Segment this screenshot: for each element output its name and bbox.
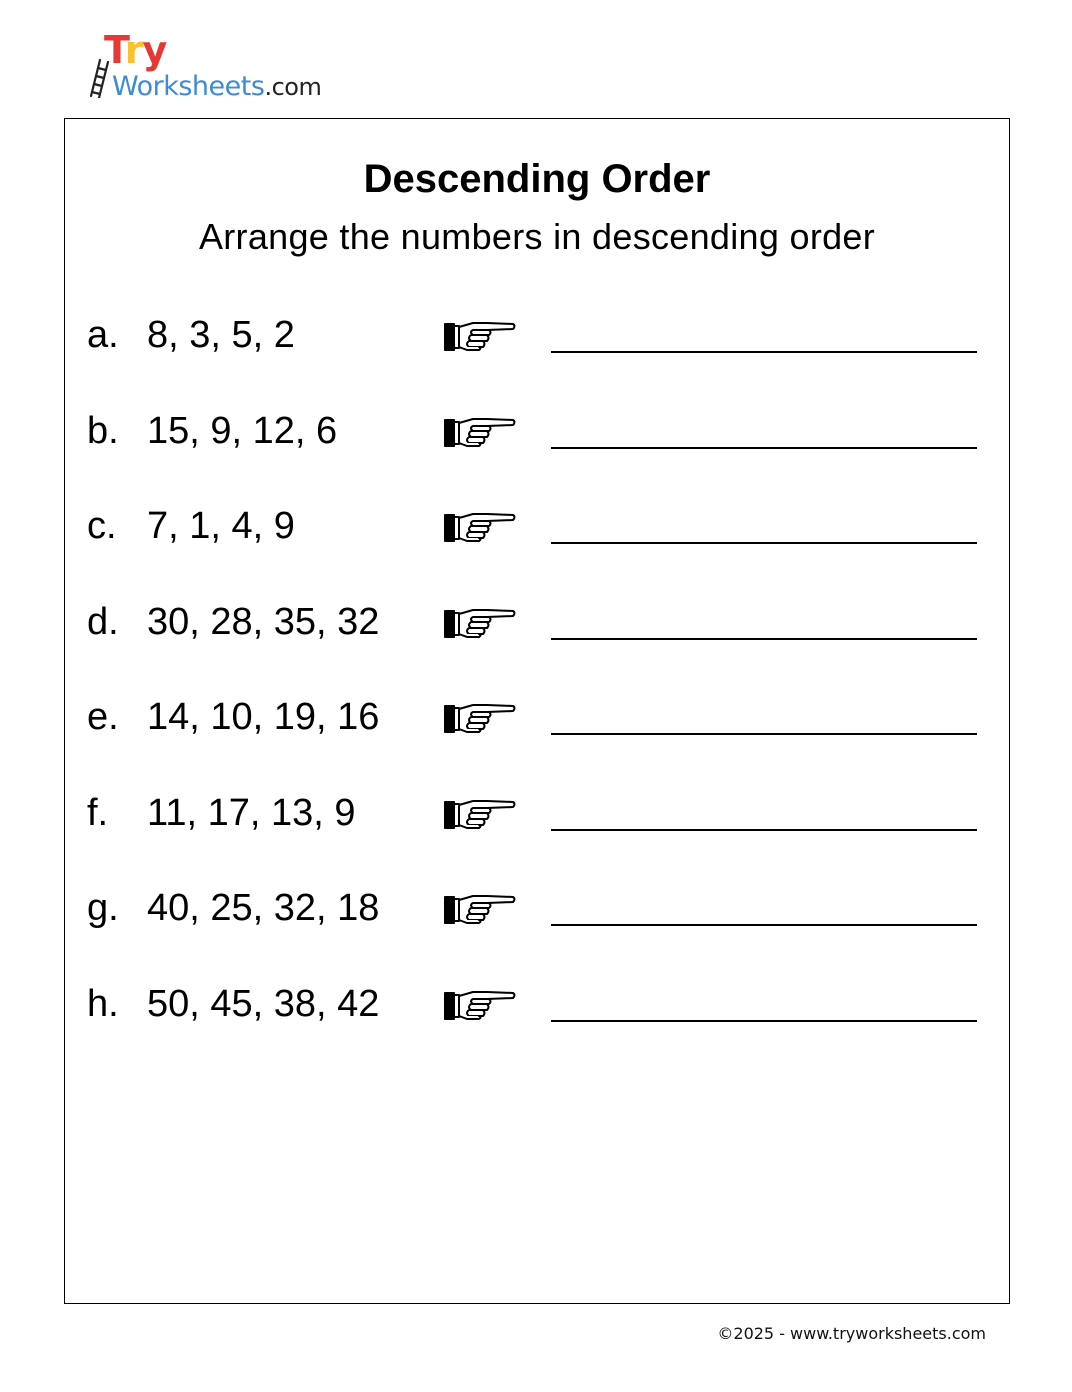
problem-row <box>65 305 1009 365</box>
problem-row <box>65 401 1009 461</box>
footer-copyright: ©2025 - www.tryworksheets.com <box>717 1324 986 1343</box>
logo-worksheets-text: Worksheets.com <box>112 71 322 102</box>
answer-line[interactable] <box>551 733 977 735</box>
problem-numbers: 40, 25, 32, 18 <box>147 887 380 929</box>
pointing-hand-icon <box>443 414 517 450</box>
pointing-hand-icon <box>443 700 517 736</box>
problem-letter: d. <box>87 600 119 643</box>
problem-numbers: 15, 9, 12, 6 <box>147 409 338 452</box>
problem-row <box>65 592 1009 652</box>
problem-letter: h. <box>87 982 119 1025</box>
problem-numbers: 14, 10, 19, 16 <box>147 696 380 738</box>
problem-numbers: 11, 17, 13, 9 <box>147 791 356 834</box>
answer-line[interactable] <box>551 638 977 640</box>
pointing-hand-icon <box>443 987 517 1023</box>
pointing-hand-icon <box>443 891 517 927</box>
worksheet-title: Descending Order <box>363 157 711 201</box>
pointing-hand-icon <box>443 318 517 354</box>
problem-row <box>65 878 1009 938</box>
answer-line[interactable] <box>551 924 977 926</box>
problem-numbers: 50, 45, 38, 42 <box>147 982 380 1025</box>
problem-row <box>65 783 1009 843</box>
logo-try-text: Try <box>104 28 167 72</box>
problem-numbers: 7, 1, 4, 9 <box>147 505 295 547</box>
problem-letter: c. <box>87 505 117 547</box>
pointing-hand-icon <box>443 509 517 545</box>
worksheet-frame <box>64 118 1010 1304</box>
site-logo <box>88 28 348 108</box>
pointing-hand-icon <box>443 796 517 832</box>
problem-list <box>65 119 1009 1303</box>
answer-line[interactable] <box>551 447 977 449</box>
answer-line[interactable] <box>551 351 977 353</box>
problem-row <box>65 687 1009 747</box>
answer-line[interactable] <box>551 542 977 544</box>
problem-letter: g. <box>87 887 119 929</box>
problem-letter: b. <box>87 409 119 452</box>
problem-letter: a. <box>87 314 119 356</box>
problem-numbers: 8, 3, 5, 2 <box>147 314 295 356</box>
answer-line[interactable] <box>551 829 977 831</box>
problem-letter: e. <box>87 696 119 738</box>
worksheet-instructions: Arrange the numbers in descending order <box>198 216 876 257</box>
problem-letter: f. <box>87 791 109 834</box>
answer-line[interactable] <box>551 1020 977 1022</box>
problem-row <box>65 974 1009 1034</box>
pointing-hand-icon <box>443 605 517 641</box>
problem-row <box>65 496 1009 556</box>
problem-numbers: 30, 28, 35, 32 <box>147 600 380 643</box>
